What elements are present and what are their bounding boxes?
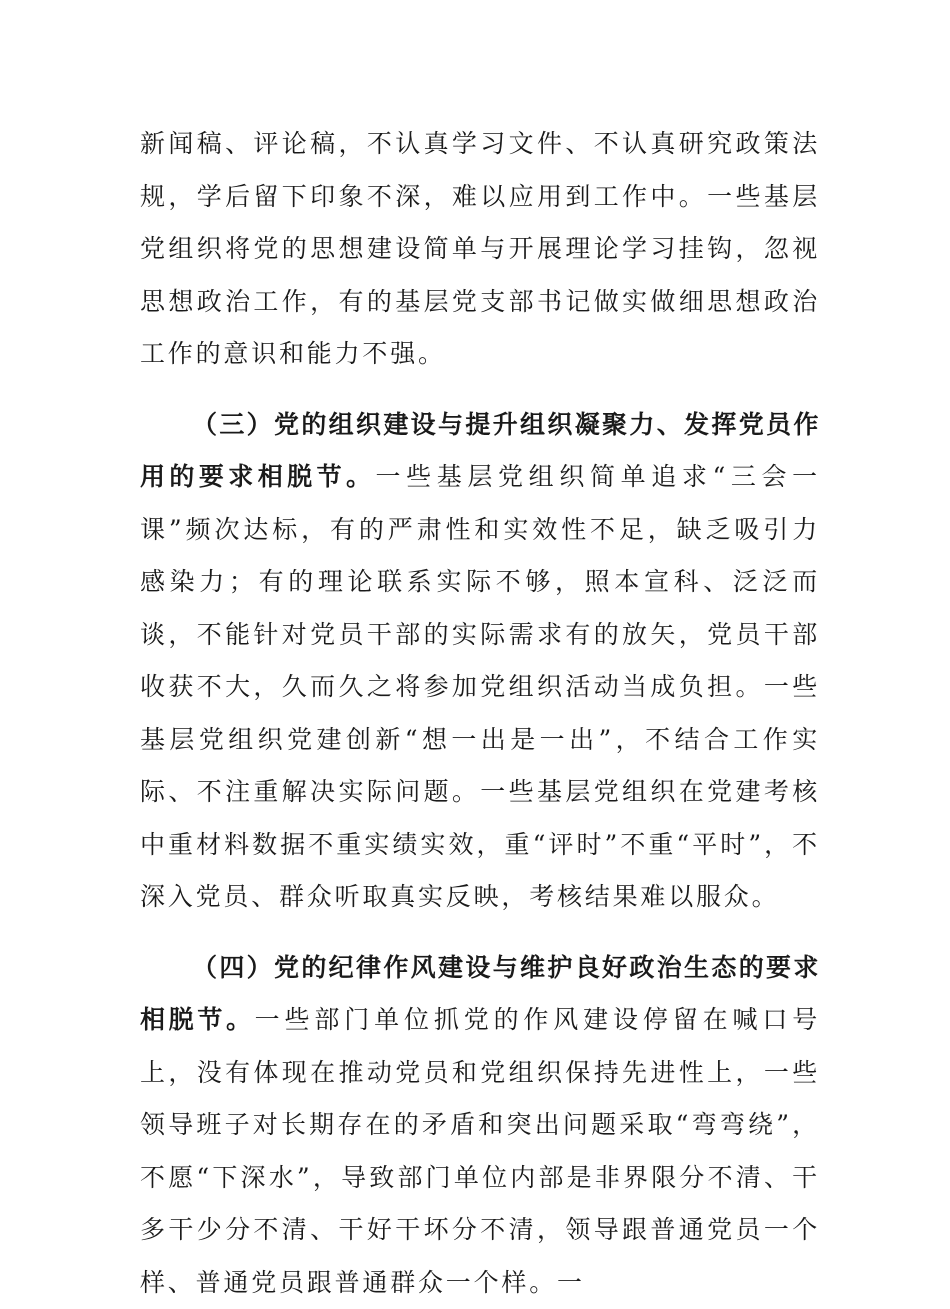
paragraph-body: 一些部门单位抓党的作风建设停留在喊口号上，没有体现在推动党员和党组织保持先进性上，一些领导班子对长期存在的矛盾和突出问题采取“弯弯绕”，不愿“下深水”，导致部门单位内部是非界限分不清、干多干少分不清、干好干坏分不清，领导跟普通党员一个样、普通党员跟普通群众一个样。一	[140, 1005, 820, 1297]
section-heading: （四）党的纪律作风建设与维护良好政治生态的要求相脱节。	[140, 953, 820, 1035]
paragraph-body: 一些基层党组织简单追求“三会一课”频次达标，有的严肃性和实效性不足，缺乏吸引力感染力；有的理论联系实际不够，照本宣科、泛泛而谈，不能针对党员干部的实际需求有的放矢，党员干部收获不大，久而久之将参加党组织活动当成负担。一些基层党组织党建创新“想一出是一出”，不结合工作实际、不注重解决实际问题。一些基层党组织在党建考核中重材料数据不重实绩实效，重“评时”不重“平时”，不深入党员、群众听取真实反映，考核结果难以服众。	[140, 462, 820, 911]
document-page	[140, 118, 820, 1309]
paragraph-continuation	[140, 118, 820, 381]
paragraph-section-4	[140, 942, 820, 1309]
section-heading: （三）党的组织建设与提升组织凝聚力、发挥党员作用的要求相脱节。	[140, 410, 820, 492]
paragraph-section-3	[140, 399, 820, 924]
paragraph-body: 新闻稿、评论稿，不认真学习文件、不认真研究政策法规，学后留下印象不深，难以应用到工作中。一些基层党组织将党的思想建设简单与开展理论学习挂钩，忽视思想政治工作，有的基层党支部书记做实做细思想政治工作的意识和能力不强。	[140, 129, 820, 368]
